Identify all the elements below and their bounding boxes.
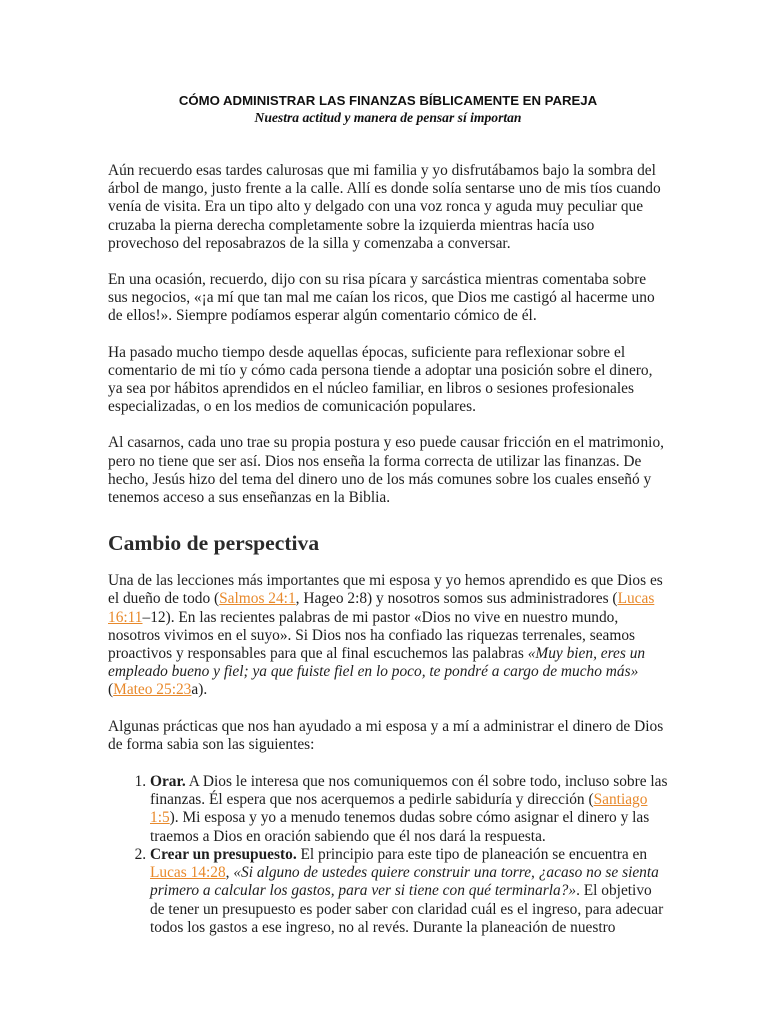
verse-link-lucas-14[interactable]: Lucas 14:28 [150, 864, 226, 882]
text-segment: ). Mi esposa y yo a menudo tenemos dudas sobre cómo asignar el dinero y las traemos a Dios en oración sabiendo que él nos dará la respuesta. [150, 809, 650, 845]
list-item-title: Orar. [150, 773, 186, 791]
paragraph-3: Ha pasado mucho tiempo desde aquellas épocas, suficiente para reflexionar sobre el comentario de mi tío y cómo cada persona tiende a adoptar una posición sobre el dinero, ya sea por hábitos aprendidos en el núcleo familiar, en libros o sesiones profesionales especializadas, o en los medios de comunicación populares. [108, 343, 653, 416]
verse-link-salmos[interactable]: Salmos 24:1 [219, 590, 296, 608]
quote-text: «Muy bien, eres un empleado bueno y fiel; ya que fuiste fiel en lo poco, te pondré a cargo de mucho más» [108, 645, 646, 681]
list-item [150, 773, 668, 846]
paragraph-4: Al casarnos, cada uno trae su propia postura y eso puede causar fricción en el matrimonio, pero no tiene que ser así. Dios nos enseña la forma correcta de utilizar las finanzas. De hecho, Jesús hizo del tema del dinero uno de los más comunes sobre los cuales enseñó y tenemos acceso a sus enseñanzas en la Biblia. [108, 434, 665, 507]
text-segment: a). [191, 681, 208, 699]
paragraph-1: Aún recuerdo esas tardes calurosas que mi familia y yo disfrutábamos bajo la sombra del árbol de mango, justo frente a la calle. Allí es donde solía sentarse uno de mis tíos cuando venía de visita. Era un tipo alto y delgado con una voz ronca y aguda muy peculiar que cruzaba la pierna derecha completamente sobre la izquierda mientras hacía uso provechoso del reposabrazos de la silla y comenzaba a conversar. [108, 162, 661, 252]
document-subtitle: Nuestra actitud y manera de pensar sí importan [254, 110, 522, 125]
list-item-title: Crear un presupuesto. [150, 845, 297, 863]
list-item [150, 846, 668, 937]
section-heading: Cambio de perspectiva [108, 531, 320, 556]
text-segment: , Hageo 2:8) y nosotros somos sus administradores ( [295, 590, 618, 608]
text-segment: , [225, 864, 234, 882]
quote-text: «Si alguno de ustedes quiere construir una torre, ¿acaso no se sienta primero a calcular los gastos, para ver si tiene con qué terminarla?» [150, 864, 659, 900]
text-segment: ( [108, 681, 114, 699]
document-title: CÓMO ADMINISTRAR LAS FINANZAS BÍBLICAMENTE EN PAREJA [178, 93, 598, 108]
text-segment: A Dios le interesa que nos comuniquemos con él sobre todo, incluso sobre las finanzas. Él espera que nos acerquemos a pedirle sabiduría y dirección ( [150, 773, 668, 809]
text-segment: –12). En las recientes palabras de mi pastor «Dios no vive en nuestro mundo, nosotros vivimos en el suyo». Si Dios nos ha confiado las riquezas terrenales, seamos proactivos y responsables para que al final escuchemos las palabras [108, 608, 636, 663]
practices-list [108, 773, 668, 937]
text-segment: El principio para este tipo de planeación se encuentra en [296, 845, 648, 863]
verse-link-lucas-16[interactable]: Lucas 16:11 [108, 590, 655, 626]
section-paragraph-2: Algunas prácticas que nos han ayudado a mi esposa y a mí a administrar el dinero de Dios de forma sabia son las siguientes: [108, 717, 664, 753]
verse-link-mateo[interactable]: Mateo 25:23 [113, 681, 192, 699]
paragraph-2: En una ocasión, recuerdo, dijo con su risa pícara y sarcástica mientras comentaba sobre sus negocios, «¡a mí que tan mal me caían los ricos, que Dios me castigó al hacerme uno de ellos!». Siempre podíamos esperar algún comentario cómico de él. [108, 271, 655, 325]
verse-link-santiago[interactable]: Santiago 1:5 [150, 791, 648, 827]
text-segment: . El objetivo de tener un presupuesto es poder saber con claridad cuál es el ingreso, para adecuar todos los gastos a ese ingreso, no al revés. Durante la planeación de nuestro [150, 882, 664, 936]
section-paragraph-1 [108, 572, 668, 699]
text-segment: Una de las lecciones más importantes que mi esposa y yo hemos aprendido es que Dios es el dueño de todo ( [108, 572, 663, 608]
document-page [108, 93, 668, 937]
